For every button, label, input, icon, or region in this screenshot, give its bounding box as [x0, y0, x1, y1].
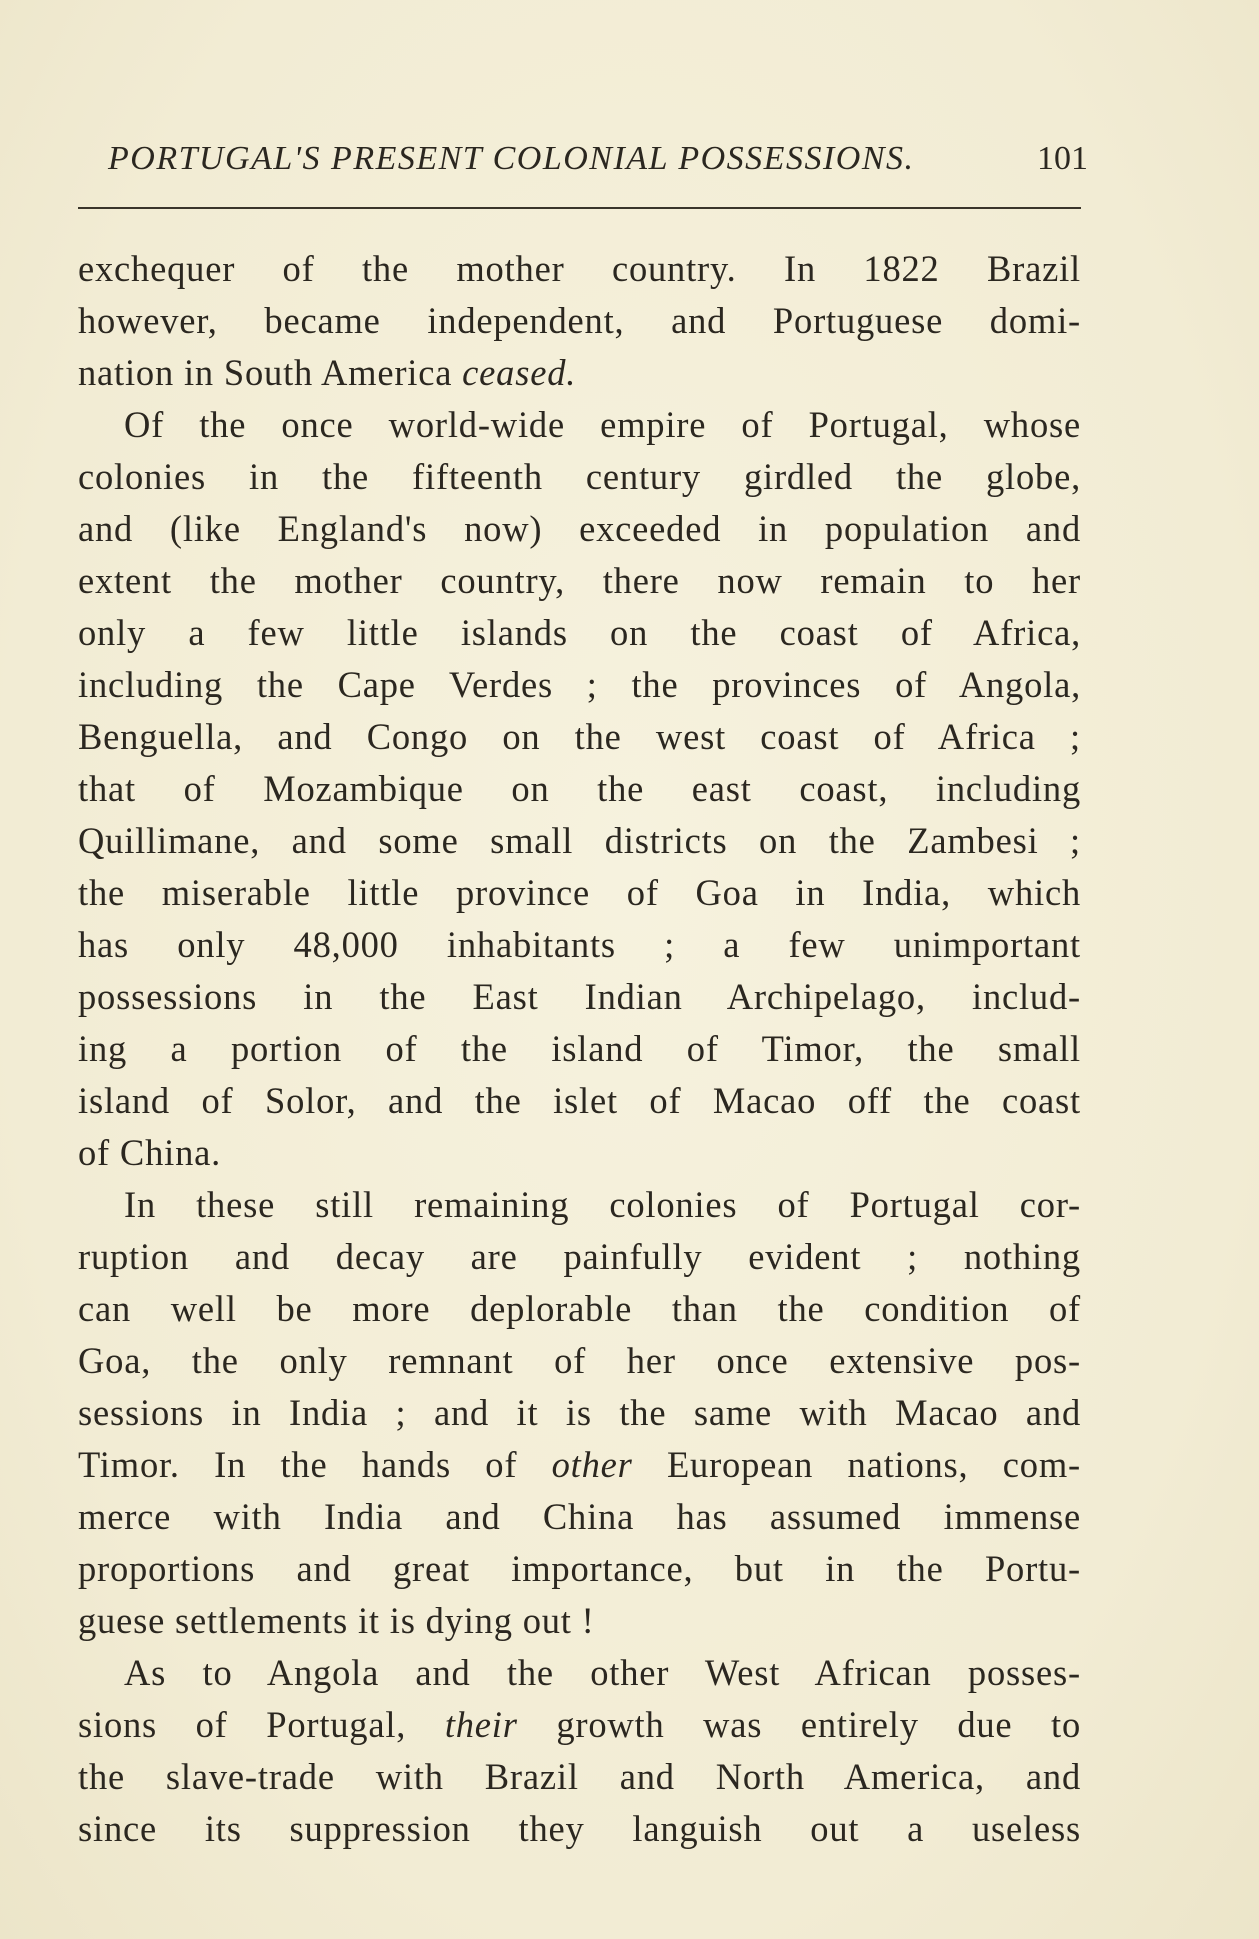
text-line: exchequer of the mother country. In 1822 Brazil: [78, 248, 1081, 289]
text-line: the slave-trade with Brazil and North America, and: [78, 1756, 1081, 1797]
running-head: [78, 140, 1088, 180]
text-line: ing a portion of the island of Timor, the small: [78, 1028, 1081, 1069]
text-line: and (like England's now) exceeded in population and: [78, 508, 1081, 549]
text-line: the miserable little province of Goa in India, which: [78, 872, 1081, 913]
text-line: guese settlements it is dying out !: [78, 1600, 595, 1641]
text-fragment: Timor. In the hands of: [78, 1444, 552, 1485]
italic-word: their: [444, 1704, 518, 1745]
text-line: In these still remaining colonies of Portugal cor-: [124, 1184, 1081, 1225]
text-line: of China.: [78, 1132, 222, 1173]
paragraph-4: [78, 1647, 1081, 1855]
italic-word: ceased.: [462, 352, 577, 393]
text-line: colonies in the fifteenth century girdled the globe,: [78, 456, 1081, 497]
text-line: only a few little islands on the coast of Africa,: [78, 612, 1081, 653]
text-line: Benguella, and Congo on the west coast of Africa ;: [78, 716, 1081, 757]
text-line: possessions in the East Indian Archipelago, includ-: [78, 976, 1081, 1017]
paragraph-2: [78, 399, 1081, 1179]
text-line: ruption and decay are painfully evident ; nothing: [78, 1236, 1081, 1277]
text-line: Of the once world-wide empire of Portugal, whose: [124, 404, 1081, 445]
text-line: sessions in India ; and it is the same with Macao and: [78, 1392, 1081, 1433]
text-line: merce with India and China has assumed immense: [78, 1496, 1081, 1537]
text-line: As to Angola and the other West African posses-: [124, 1652, 1081, 1693]
text-line: can well be more deplorable than the condition of: [78, 1288, 1081, 1329]
text-fragment: European nations, com-: [632, 1444, 1081, 1485]
text-fragment: growth was entirely due to: [517, 1704, 1081, 1745]
text-line: Quillimane, and some small districts on the Zambesi ;: [78, 820, 1081, 861]
text-line-with-italic: [78, 1699, 1081, 1751]
text-line: has only 48,000 inhabitants ; a few unimportant: [78, 924, 1081, 965]
paragraph-1: [78, 243, 1081, 399]
header-rule: [78, 207, 1081, 209]
text-fragment: nation in South America: [78, 352, 463, 393]
running-title: PORTUGAL'S PRESENT COLONIAL POSSESSIONS.: [108, 140, 915, 177]
body-text: [78, 243, 1081, 1855]
text-line-with-italic: [78, 347, 1081, 399]
text-line: however, became independent, and Portuguese domi-: [78, 300, 1081, 341]
paragraph-3: [78, 1179, 1081, 1647]
text-line: Goa, the only remnant of her once extensive pos-: [78, 1340, 1081, 1381]
text-line-with-italic: [78, 1439, 1081, 1491]
text-line: proportions and great importance, but in the Portu-: [78, 1548, 1081, 1589]
text-line: that of Mozambique on the east coast, including: [78, 768, 1081, 809]
text-fragment: sions of Portugal,: [78, 1704, 445, 1745]
text-line: extent the mother country, there now remain to her: [78, 560, 1081, 601]
text-line: island of Solor, and the islet of Macao off the coast: [78, 1080, 1081, 1121]
text-line: including the Cape Verdes ; the provinces of Angola,: [78, 664, 1081, 705]
italic-word: other: [551, 1444, 633, 1485]
page-number: 101: [1037, 140, 1088, 177]
text-line: since its suppression they languish out a useless: [78, 1808, 1081, 1849]
